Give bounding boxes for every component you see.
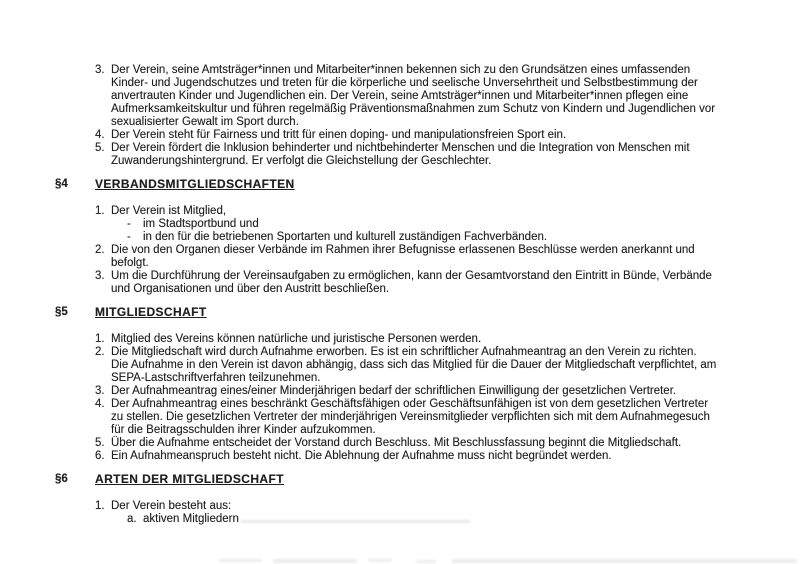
- list-item-text: Ein Aufnahmeanspruch besteht nicht. Die Ablehnung der Aufnahme muss nicht begründet werden.: [111, 450, 612, 462]
- list-item-text: sexualisierter Gewalt im Sport durch.: [111, 116, 299, 128]
- list-item-marker: 3.: [95, 385, 105, 397]
- list-item-line: [0, 500, 800, 513]
- list-item-line: [0, 142, 800, 155]
- list-item-line: [0, 346, 800, 359]
- list-item-marker: 3.: [95, 64, 105, 76]
- scan-smudge: [452, 559, 797, 563]
- list-item-text: für die Beitragsschulden ihrer Kinder aufzukommen.: [111, 424, 376, 436]
- list-item-text: in den für die betriebenen Sportarten und kulturell zuständigen Fachverbänden.: [143, 231, 548, 243]
- list-item-text: Mitglied des Vereins können natürliche und juristische Personen werden.: [111, 333, 482, 345]
- section-heading: [0, 305, 800, 319]
- list-item-line: [0, 257, 800, 270]
- sub-list-item-line: [0, 231, 800, 244]
- list-item-marker: 6.: [95, 450, 105, 462]
- list-item-text: Der Aufnahmeantrag eines beschränkt Geschäftsfähigen oder Geschäftsunfähigen ist von dem gesetzlichen Vertreter: [111, 398, 709, 410]
- list-item-line: [0, 129, 800, 142]
- list-item-text: im Stadtsportbund und: [143, 218, 259, 230]
- list-item-line: [0, 270, 800, 283]
- list-item-text: aktiven Mitgliedern: [143, 513, 239, 525]
- list-item-text: zu stellen. Die gesetzlichen Vertreter der minderjährigen Vereinsmitglieder verpflichten sich mit dem Aufnahmegesuch: [111, 411, 710, 423]
- list-item-line: [0, 372, 800, 385]
- list-item-marker: 3.: [95, 270, 105, 282]
- list-item-text: Der Verein steht für Fairness und tritt für einen doping- und manipulationsfreien Sport ein.: [111, 129, 567, 141]
- list-item-text: Der Verein fördert die Inklusion behinderter und nichtbehinderter Menschen und die Integration von Menschen mit: [111, 142, 690, 154]
- list-item-text: anvertrauten Kinder und Jugendlichen ein. Der Verein, seine Amtsträger*innen und Mitarbeiter*innen pflegen eine: [111, 90, 689, 102]
- list-item-text: Über die Aufnahme entscheidet der Vorstand durch Beschluss. Mit Beschlussfassung beginnt die Mitgliedschaft.: [111, 437, 682, 449]
- list-item-line: [0, 411, 800, 424]
- list-item-marker: 4.: [95, 129, 105, 141]
- list-item-text: Die von den Organen dieser Verbände im Rahmen ihrer Befugnisse erlassenen Beschlüsse werden anerkannt und: [111, 244, 695, 256]
- list-item-line: [0, 116, 800, 129]
- list-item-text: Zuwanderungshintergrund. Er verfolgt die Gleichstellung der Geschlechter.: [111, 155, 492, 167]
- list-item-line: [0, 244, 800, 257]
- list-item-line: [0, 359, 800, 372]
- list-item-marker: a.: [127, 513, 137, 525]
- list-item-marker: -: [127, 218, 131, 230]
- document-body: [0, 64, 800, 526]
- section-number: §6: [55, 473, 68, 485]
- list-item-marker: 2.: [95, 346, 105, 358]
- list-item-marker: -: [127, 231, 131, 243]
- list-item-text: Der Verein besteht aus:: [111, 500, 232, 512]
- list-item-marker: 2.: [95, 244, 105, 256]
- list-item-line: [0, 437, 800, 450]
- list-item-marker: 1.: [95, 500, 105, 512]
- section-title: VERBANDSMITGLIEDSCHAFTEN: [95, 177, 295, 191]
- list-item-marker: 4.: [95, 398, 105, 410]
- list-item-line: [0, 333, 800, 346]
- list-item-text: Kinder- und Jugendschutzes und treten für die körperliche und seelische Unversehrtheit und Selbstbestimmung der: [111, 77, 698, 89]
- list-item-line: [0, 283, 800, 296]
- list-item-text: Der Aufnahmeantrag eines/einer Minderjährigen bedarf der schriftlichen Einwilligung der gesetzlichen Vertreter.: [111, 385, 677, 397]
- list-item-marker: 1.: [95, 333, 105, 345]
- scan-smudge: [416, 560, 436, 563]
- list-item-line: [0, 77, 800, 90]
- scan-ghost-mark: [240, 520, 470, 523]
- list-item-line: [0, 64, 800, 77]
- section-number: §4: [55, 178, 68, 190]
- section-title: ARTEN DER MITGLIEDSCHAFT: [95, 472, 284, 486]
- list-item-line: [0, 90, 800, 103]
- list-item-text: Die Mitgliedschaft wird durch Aufnahme erworben. Es ist ein schriftlicher Aufnahmeantrag an den Verein zu richten.: [111, 346, 697, 358]
- list-item-text: Der Verein, seine Amtsträger*innen und Mitarbeiter*innen bekennen sich zu den Grundsätzen eines umfassenden: [111, 64, 691, 76]
- section-title: MITGLIEDSCHAFT: [95, 305, 207, 319]
- list-item-line: [0, 398, 800, 411]
- list-item-line: [0, 155, 800, 168]
- list-item-text: befolgt.: [111, 257, 149, 269]
- list-item-marker: 5.: [95, 142, 105, 154]
- scan-smudge: [219, 559, 262, 562]
- scan-smudge: [368, 559, 392, 562]
- list-item-text: SEPA-Lastschriftverfahren teilzunehmen.: [111, 372, 321, 384]
- section-number: §5: [55, 306, 68, 318]
- scan-smudge: [273, 559, 357, 563]
- list-item-text: und Organisationen und über den Austritt beschließen.: [111, 283, 390, 295]
- section-heading: [0, 472, 800, 486]
- sub-list-item-line: [0, 218, 800, 231]
- list-item-text: Der Verein ist Mitglied,: [111, 205, 227, 217]
- section-heading: [0, 177, 800, 191]
- list-item-line: [0, 103, 800, 116]
- list-item-text: Aufmerksamkeitskultur und führen regelmäßig Präventionsmaßnahmen zum Schutz von Kindern und Jugendlichen vor: [111, 103, 716, 115]
- list-item-text: Die Aufnahme in den Verein ist davon abhängig, dass sich das Mitglied für die Dauer der Mitgliedschaft verpflichtet, am: [111, 359, 717, 371]
- list-item-marker: 5.: [95, 437, 105, 449]
- list-item-line: [0, 450, 800, 463]
- list-item-line: [0, 424, 800, 437]
- list-item-text: Um die Durchführung der Vereinsaufgaben zu ermöglichen, kann der Gesamtvorstand den Eintritt in Bünde, Verbände: [111, 270, 712, 282]
- list-item-line: [0, 385, 800, 398]
- list-item-marker: 1.: [95, 205, 105, 217]
- list-item-line: [0, 205, 800, 218]
